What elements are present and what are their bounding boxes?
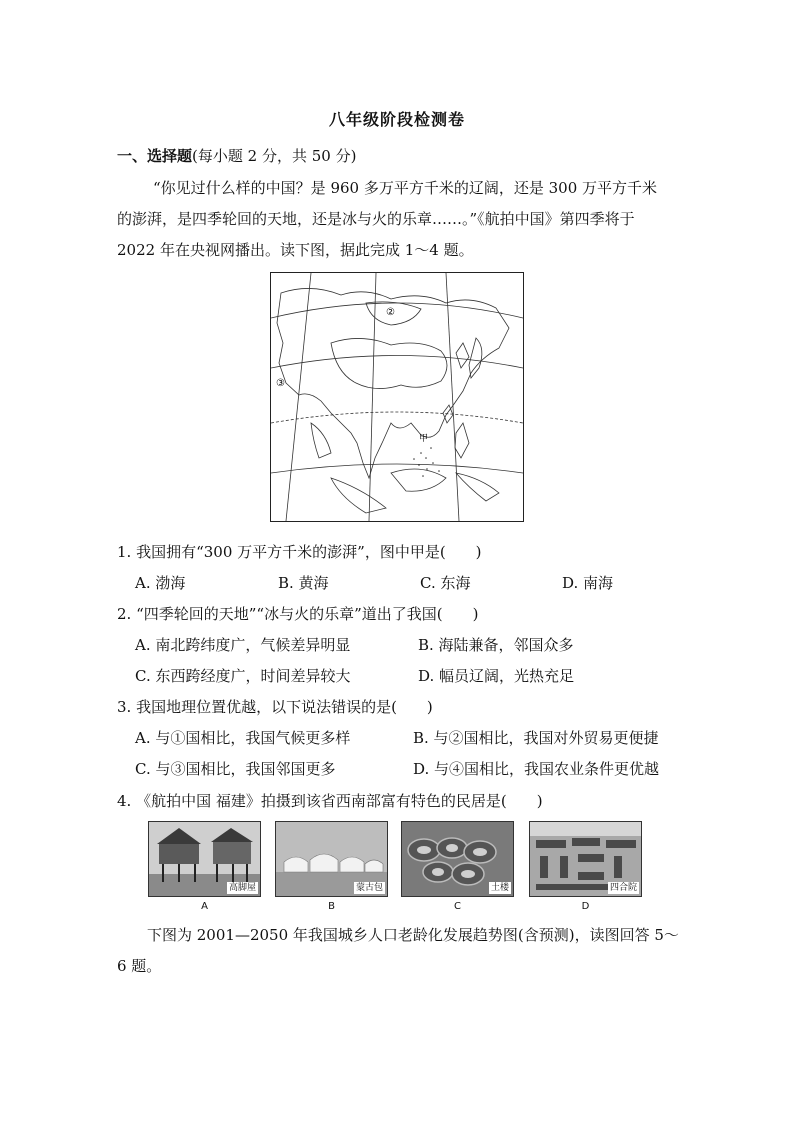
- japan-outline: [469, 338, 482, 378]
- photo-c-caption: 土楼: [490, 883, 509, 893]
- intro2-line-1: 下图为 2001—2050 年我国城乡人口老龄化发展趋势图(含预测)，读图回答 5～: [147, 926, 679, 944]
- tropic-line: [271, 412, 523, 423]
- photo-a-letter: A: [201, 901, 208, 912]
- peninsula-outline: [311, 423, 331, 458]
- section-heading-note: (每小题 2 分，共 50 分): [192, 147, 357, 165]
- latitude-line: [271, 303, 523, 318]
- photo-siheyuan: [529, 821, 642, 897]
- section-heading-label: 一、选择题: [117, 147, 193, 165]
- q2-option-a: A. 南北跨纬度广，气候差异明显: [135, 636, 351, 654]
- intro-line-3: 2022 年在央视网播出。读下图，据此完成 1～4 题。: [117, 241, 474, 259]
- question-1-stem: 1. 我国拥有“300 万平方千米的澎湃”，图中甲是( ): [117, 543, 482, 561]
- borneo-outline: [391, 469, 446, 491]
- q3-option-b: B. 与②国相比，我国对外贸易更便捷: [413, 729, 659, 747]
- q3-option-c: C. 与③国相比，我国邻国更多: [135, 760, 336, 778]
- sulawesi-outline: [456, 473, 499, 501]
- photo-stilt-house: [148, 821, 261, 897]
- asia-map-figure: [270, 272, 524, 522]
- page-title: 八年级阶段检测卷: [328, 110, 465, 129]
- q1-option-b: B. 黄海: [278, 574, 329, 592]
- map-label-3: ③: [276, 378, 285, 389]
- q3-option-d: D. 与④国相比，我国农业条件更优越: [413, 760, 660, 778]
- photo-c-letter: C: [454, 901, 461, 912]
- korea-outline: [456, 343, 469, 368]
- q1-option-c: C. 东海: [420, 574, 471, 592]
- map-label-jia: 甲: [419, 434, 429, 444]
- sumatra-outline: [331, 478, 386, 513]
- q3-option-a: A. 与①国相比，我国气候更多样: [135, 729, 351, 747]
- photo-a-caption: 高脚屋: [228, 883, 256, 893]
- question-3-stem: 3. 我国地理位置优越，以下说法错误的是( ): [117, 698, 433, 716]
- question-4-stem: 4. 《航拍中国 福建》拍摄到该省西南部富有特色的民居是( ): [117, 792, 543, 810]
- asia-map-svg: [271, 273, 523, 521]
- meridian-line: [286, 273, 311, 521]
- intro2-line-2: 6 题。: [117, 957, 162, 975]
- photo-d-letter: D: [581, 901, 590, 912]
- photo-yurt: [275, 821, 388, 897]
- photo-d-caption: 四合院: [609, 883, 637, 893]
- intro-line-2: 的澎湃，是四季轮回的天地，还是冰与火的乐章……。”《航拍中国》第四季将于: [117, 210, 635, 228]
- q2-option-b: B. 海陆兼备，邻国众多: [418, 636, 574, 654]
- question-2-stem: 2. “四季轮回的天地”“冰与火的乐章”道出了我国( ): [117, 605, 479, 623]
- photo-tulou: [401, 821, 514, 897]
- meridian-line: [446, 273, 459, 521]
- q1-option-a: A. 渤海: [135, 574, 186, 592]
- meridian-line: [369, 273, 376, 521]
- philippines-outline: [455, 423, 469, 458]
- map-label-2: ②: [386, 307, 395, 318]
- intro-line-1: “你见过什么样的中国？是 960 多万平方千米的辽阔，还是 300 万平方千米: [153, 179, 658, 197]
- section-heading: [117, 145, 356, 166]
- china-border: [331, 338, 447, 388]
- q1-option-d: D. 南海: [562, 574, 614, 592]
- q2-option-c: C. 东西跨经度广，时间差异较大: [135, 667, 351, 685]
- photo-b-caption: 蒙古包: [355, 883, 383, 893]
- q2-option-d: D. 幅员辽阔，光热充足: [418, 667, 575, 685]
- photo-b-letter: B: [328, 901, 335, 912]
- island-dots: [413, 447, 440, 477]
